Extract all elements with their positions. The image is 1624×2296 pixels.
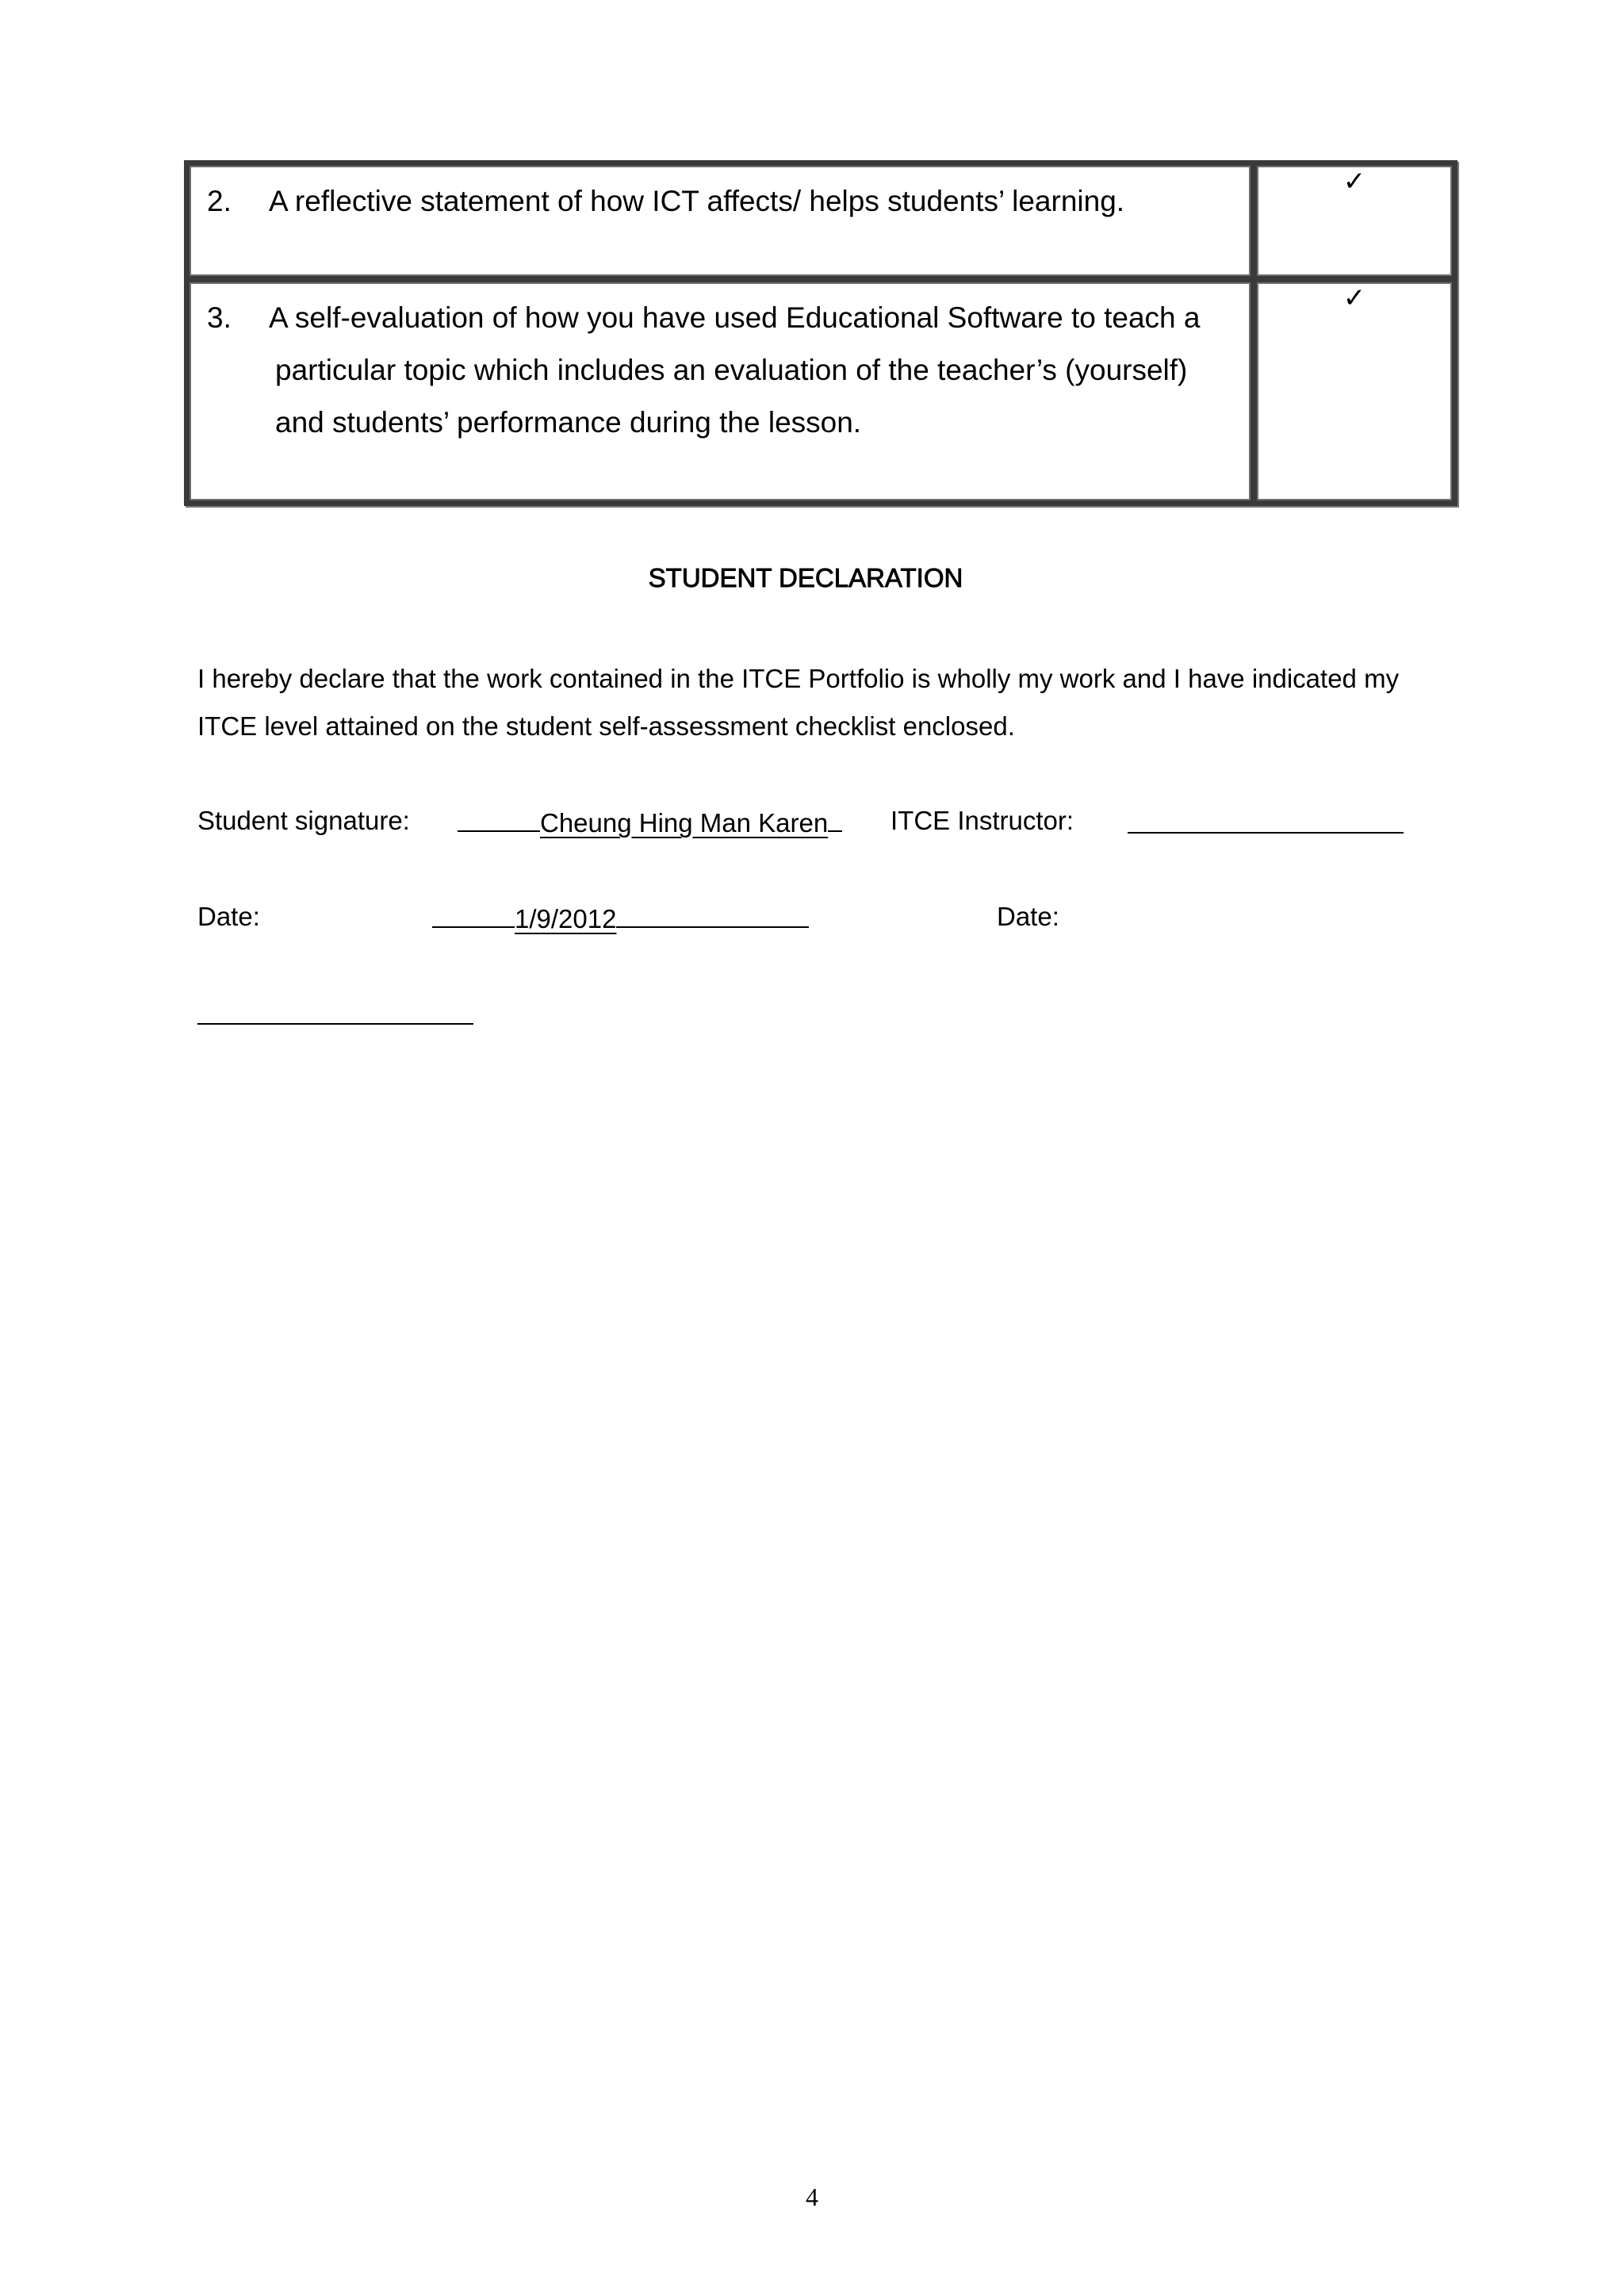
checkmark-icon: ✓ <box>1342 282 1366 314</box>
declaration-statement: I hereby declare that the work contained in the ITCE Portfolio is wholly my work and I have indicated my ITCE level attained on the student self-assessment checklist enclosed. <box>197 664 1400 741</box>
student-signature-field <box>458 803 842 841</box>
item-description-line: A self-evaluation of how you have used Educational Software to teach a <box>269 301 1201 334</box>
date-value: 1/9/2012 <box>515 904 617 933</box>
item-number: 3. <box>207 301 232 334</box>
item-description-line: particular topic which includes an evaluation of the teacher’s (yourself) <box>275 354 1188 386</box>
item-description <box>269 292 1236 449</box>
signature-blank <box>458 803 540 832</box>
instructor-signature-line <box>1128 832 1404 834</box>
check-cell-item-3 <box>1257 282 1452 500</box>
date-label: Date: <box>197 902 260 931</box>
date-field <box>432 899 809 937</box>
item-description-line: and students’ performance during the lesson. <box>275 406 862 439</box>
table-row-item-2 <box>190 166 1251 276</box>
instructor-date-line <box>197 1023 473 1025</box>
signature-blank <box>828 803 842 832</box>
student-signature-label: Student signature: <box>197 806 410 835</box>
table-row-item-3 <box>190 282 1251 500</box>
date-blank <box>432 899 515 928</box>
assessment-checklist-table <box>184 160 1457 506</box>
instructor-label: ITCE Instructor: <box>891 806 1074 835</box>
instructor-date-label: Date: <box>997 902 1059 931</box>
item-number: 2. <box>207 185 232 217</box>
date-blank <box>616 899 809 928</box>
item-description: A reflective statement of how ICT affects/ helps students’ learning. <box>269 185 1125 217</box>
checkmark-icon: ✓ <box>1342 166 1366 197</box>
page-number: 4 <box>806 2183 818 2211</box>
declaration-heading: STUDENT DECLARATION <box>648 563 963 592</box>
student-signature-value: Cheung Hing Man Karen <box>540 808 829 838</box>
check-cell-item-2 <box>1257 166 1452 276</box>
